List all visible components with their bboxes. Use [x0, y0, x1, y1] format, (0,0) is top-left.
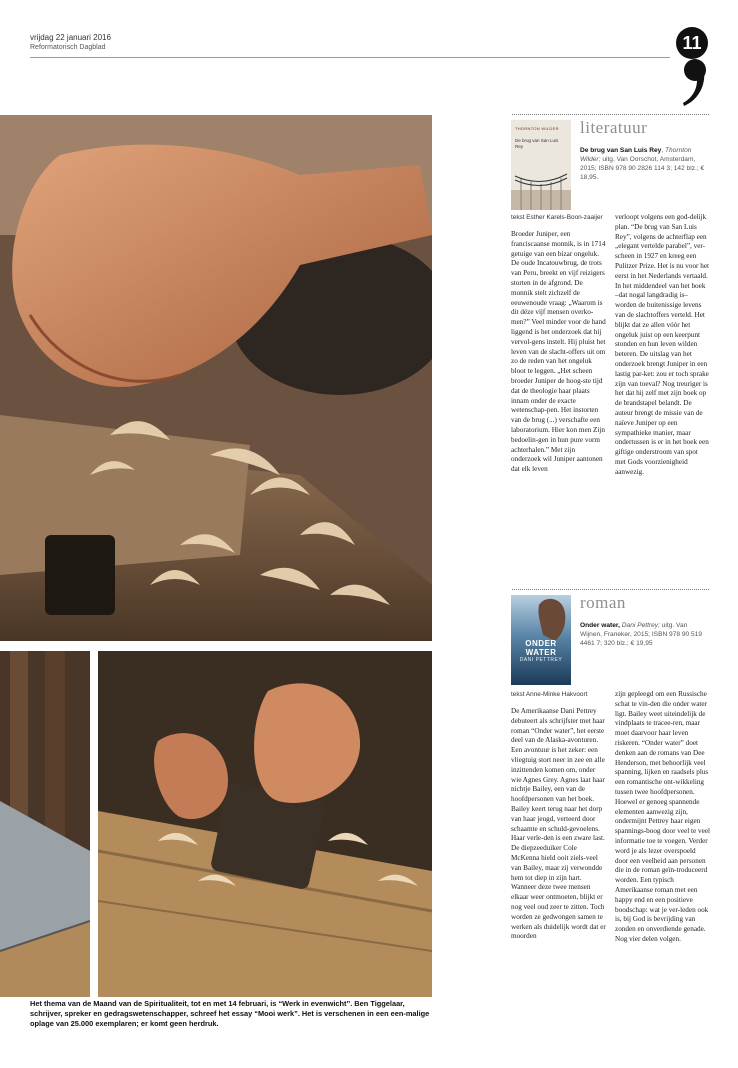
book-publisher: uitg. Van Oorschot, Amsterdam, 2015; ISBN 978 90 2826 114 3; 142 blz.; € 18,95. [580, 156, 705, 181]
body-column-2 [615, 213, 710, 478]
book-title: Onder water, [580, 622, 620, 629]
section-heading: roman [580, 593, 626, 612]
body-text: zijn gepleegd om een Russische schat te vin-den die onder water ligt. Bailey weet uiteindelijk de vindplaats te tracee-ren, maar moet daarvoor haar leven riskeren. “Onder water” doet denken aan de romans van Dee Henderson, met behoorlijk veel spanning, lijken en raadsels plus een romantische ont-wikkeling tussen twee hoofdpersonen. Hoewel er genoeg spannende elementen aanwezig zijn, ondermijnt Pettrey haar eigen spannings-boog door veel te veel informatie toe te voegen. Verder word je als lezer overspoeld door een veelheid aan personen die in de roman geïn-troduceerd worden. Een typisch Amerikaanse roman met een happy end en een positieve boodschap: wat je ver-leden ook is, bij God is bevrijding van zonden en onverdiende genade. Nog vier delen volgen. [615, 690, 711, 943]
issue-date: vrijdag 22 januari 2016 [30, 33, 111, 42]
newspaper-name: Reformatorisch Dagblad [30, 44, 106, 51]
body-text: verloopt volgens een god-delijk plan. “De brug van San Luis Rey”, volgens de achterflap een „elegant vertelde parabel”, ver-scheen in 1927 en kreeg een Pulitzer Prize. Het is nu voor het eerst in het Nederlands vertaald. In het middendeel van het boek –dat nogal langdradig is– worden de buitenissige levens van de slachtoffers verteld. Het blijkt dat ze allen vóór het ongeluk juist op een keerpunt stonden en hun leven wilden beteren. De uitslag van het onderzoek brengt Juniper in een lastig par-ket: zou er toch sprake zijn van toeval? Nog treuriger is het dat hij zelf met zijn boek op de brandstapel belandt. De auteur brengt de missie van de naïeve Juniper op een sympathieke manier, maar ondertussen is er in het boek een giftige onderstroom van spot met Gods voorzienigheid aanwezig. [615, 213, 710, 476]
body-column-1 [511, 213, 606, 475]
header-rule [30, 57, 670, 58]
byline: tekst Esther Karels-Boon-zaaijer [511, 214, 603, 221]
section-divider [512, 589, 709, 590]
comma-logo-icon [680, 58, 706, 108]
book-cover [511, 120, 571, 210]
book-details [580, 621, 710, 648]
book-details: De brug van San Luis Rey, Thornton Wilder; uitg. Van Oorschot, Amsterdam, 2015; ISBN 978 90 2826 114 3; 142 blz.; € 18,95. [580, 147, 705, 181]
section-divider [512, 114, 709, 115]
section-heading: literatuur [580, 118, 648, 137]
page-number: 11 [676, 27, 708, 59]
book-author: Thornton Wilder; [580, 147, 692, 163]
cover-title: ONDER WATER [525, 639, 557, 657]
hands-carving-wood-photo [0, 115, 432, 641]
body-text: Broeder Juniper, een franciscaanse monnik, is in 1714 getuige van een bizar ongeluk. De oude Incatouwbrug, de trots van Peru, breekt en vijf reizigers storten in de afgrond. De monnik stelt zichzelf de eeuwenoude vraag: „Waarom is dit déze vijf mensen overko-men?” Veel minder voor de hand liggend is het onderzoek dat hij vervol-gens instelt. Hij pluist het leven van de slacht-offers uit om zo de reden van het ongeluk bloot te leggen. „Het scheen broeder Juniper de hoog-ste tijd dat de theologie haar plaats innam onder de exacte wetenschap-pen. Het instorten van de brug (...) verschafte een laboratorium. Hier kon men Zijn bedoelin-gen in hun pure vorm achterhalen.” Met zijn onderzoek wil Juniper aantonen dat elk leven [511, 230, 606, 474]
caption-text: Het thema van de Maand van de Spiritualiteit, tot en met 14 februari, is “Werk in evenwicht”. Ben Tiggelaar, schrijver, spreker en gedragswetenschapper, schreef het essay “Mooi werk”. Het is verschenen in een een-malige oplage van 25.000 exemplaren; er komt geen herdruk. [30, 999, 430, 1028]
book-author: Dani Pettrey; [621, 622, 660, 629]
book-cover [511, 595, 571, 685]
book-title: De brug van San Luis Rey [580, 147, 662, 154]
review-literatuur [511, 114, 711, 210]
saw-photo [0, 651, 90, 997]
hand-plane-photo [98, 651, 432, 997]
body-column-2 [615, 690, 710, 945]
book-publisher: uitg. Van Wijnen, Franeker, 2015; ISBN 978 90 519 4461 7; 320 blz.; € 19,95 [580, 622, 703, 647]
review-roman [511, 589, 711, 685]
cover-title: De brug van San Luis Rey [515, 138, 559, 149]
page-header [30, 33, 670, 53]
photo-caption [30, 999, 430, 1029]
body-column-1 [511, 690, 606, 942]
byline: tekst Anne-Minke Hakvoort [511, 691, 588, 698]
cover-author: THORNTON WILDER [515, 126, 559, 131]
cover-author: DANI PETTREY [519, 657, 563, 663]
body-text: De Amerikaanse Dani Pettrey debuteert als schrijfster met haar roman “Onder water”, het eerste deel van de Alaska-avonturen. Een avontuur is het zeker: een vliegtuig stort neer in zee en alle inzittenden komen om, onder wie Agnes Grey. Agnes laat haar nichtje Bailey, een van de hoofdpersonen van het boek. Bailey keert terug naar het dorp van haar jeugd, verteerd door schaamte en schuld-gevoelens. Haar verle-den is een zware last. De diepzeeduiker Cole McKenna hield ooit ziels-veel van Bailey, maar zij verwondde hem tot diep in zijn hart. Wanneer deze twee mensen elkaar weer ontmoeten, blijkt er nog veel oud zeer te zitten. Toch worden ze gedwongen samen te werken als duidelijk wordt dat er moorden [511, 707, 606, 941]
